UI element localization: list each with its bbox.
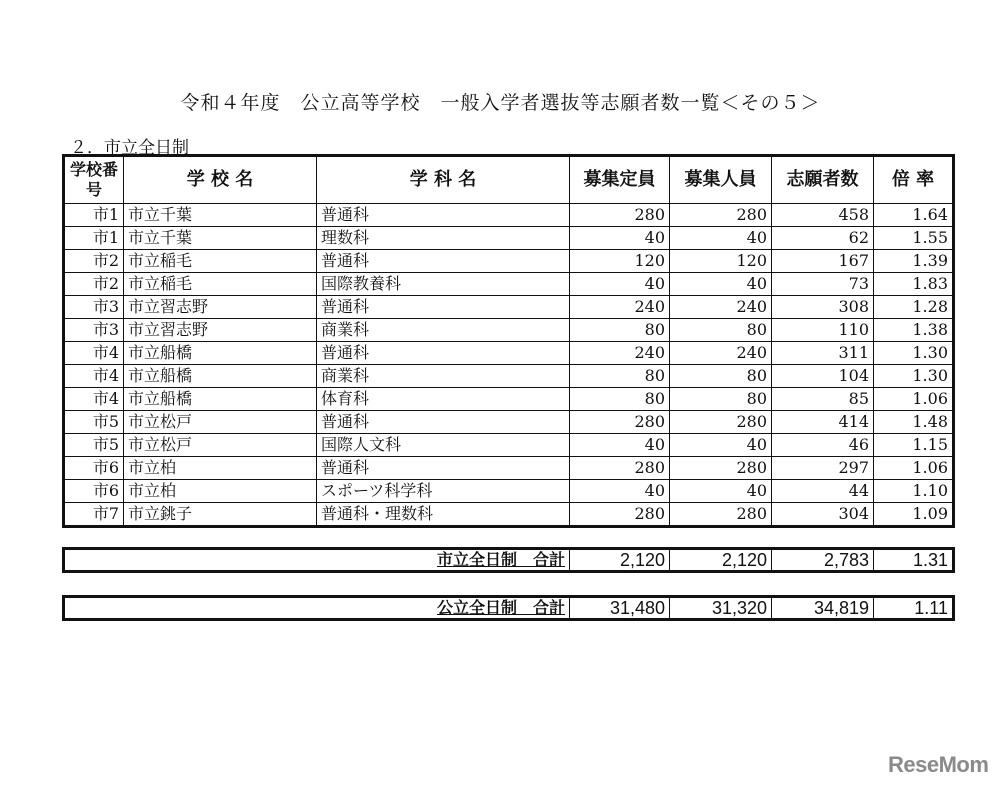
cell-applicants: 104 [772, 365, 874, 388]
cell-school-name: 市立松戸 [124, 434, 317, 457]
cell-applicants: 110 [772, 319, 874, 342]
cell-dept-name: 商業科 [317, 365, 570, 388]
cell-applicants: 458 [772, 204, 874, 227]
cell-ratio: 1.48 [874, 411, 954, 434]
cell-school-no: 市1 [64, 204, 124, 227]
table-row [64, 296, 954, 319]
cell-school-name: 市立稲毛 [124, 250, 317, 273]
city-total-row [62, 547, 955, 573]
cell-school-no: 市4 [64, 388, 124, 411]
table-row [64, 204, 954, 227]
total-recruit: 2,120 [670, 549, 772, 572]
cell-applicants: 46 [772, 434, 874, 457]
table-row [64, 480, 954, 503]
cell-school-name: 市立習志野 [124, 296, 317, 319]
cell-quota: 240 [570, 342, 670, 365]
cell-quota: 80 [570, 319, 670, 342]
header-school-no: 学校番号 [64, 156, 124, 204]
cell-school-no: 市3 [64, 319, 124, 342]
cell-ratio: 1.38 [874, 319, 954, 342]
total-applicants: 2,783 [772, 549, 874, 572]
table-row [64, 434, 954, 457]
cell-dept-name: スポーツ科学科 [317, 480, 570, 503]
cell-school-name: 市立船橋 [124, 365, 317, 388]
total-applicants: 34,819 [772, 597, 874, 620]
cell-dept-name: 普通科 [317, 296, 570, 319]
cell-quota: 40 [570, 273, 670, 296]
cell-quota: 40 [570, 480, 670, 503]
cell-school-no: 市7 [64, 503, 124, 527]
cell-applicants: 44 [772, 480, 874, 503]
cell-ratio: 1.83 [874, 273, 954, 296]
cell-applicants: 308 [772, 296, 874, 319]
table-row [64, 250, 954, 273]
cell-school-name: 市立千葉 [124, 204, 317, 227]
cell-quota: 280 [570, 457, 670, 480]
cell-quota: 120 [570, 250, 670, 273]
cell-recruit: 280 [670, 204, 772, 227]
table-row [64, 342, 954, 365]
total-quota: 31,480 [570, 597, 670, 620]
cell-ratio: 1.64 [874, 204, 954, 227]
cell-applicants: 85 [772, 388, 874, 411]
cell-quota: 280 [570, 503, 670, 527]
total-ratio: 1.11 [874, 597, 954, 620]
total-quota: 2,120 [570, 549, 670, 572]
header-ratio: 倍 率 [874, 156, 954, 204]
header-quota: 募集定員 [570, 156, 670, 204]
cell-ratio: 1.30 [874, 365, 954, 388]
cell-school-name: 市立千葉 [124, 227, 317, 250]
cell-dept-name: 国際人文科 [317, 434, 570, 457]
cell-school-name: 市立柏 [124, 457, 317, 480]
cell-applicants: 73 [772, 273, 874, 296]
cell-school-no: 市6 [64, 480, 124, 503]
cell-quota: 40 [570, 434, 670, 457]
cell-school-name: 市立銚子 [124, 503, 317, 527]
cell-recruit: 40 [670, 480, 772, 503]
cell-school-no: 市6 [64, 457, 124, 480]
cell-recruit: 40 [670, 434, 772, 457]
cell-recruit: 80 [670, 365, 772, 388]
cell-dept-name: 理数科 [317, 227, 570, 250]
cell-school-no: 市5 [64, 434, 124, 457]
cell-quota: 80 [570, 388, 670, 411]
total-recruit: 31,320 [670, 597, 772, 620]
table-row [64, 227, 954, 250]
cell-school-no: 市5 [64, 411, 124, 434]
header-recruit: 募集人員 [670, 156, 772, 204]
header-dept-name: 学 科 名 [317, 156, 570, 204]
cell-school-name: 市立船橋 [124, 388, 317, 411]
cell-school-name: 市立習志野 [124, 319, 317, 342]
cell-recruit: 240 [670, 342, 772, 365]
cell-recruit: 280 [670, 411, 772, 434]
cell-school-no: 市1 [64, 227, 124, 250]
cell-dept-name: 普通科 [317, 204, 570, 227]
cell-recruit: 280 [670, 503, 772, 527]
cell-recruit: 240 [670, 296, 772, 319]
total-label: 市立全日制 合計 [64, 549, 570, 572]
total-label: 公立全日制 合計 [64, 597, 570, 620]
header-applicants: 志願者数 [772, 156, 874, 204]
cell-applicants: 311 [772, 342, 874, 365]
cell-ratio: 1.39 [874, 250, 954, 273]
header-school-name: 学 校 名 [124, 156, 317, 204]
resemom-logo: ReseMom [888, 752, 989, 777]
cell-dept-name: 普通科・理数科 [317, 503, 570, 527]
cell-applicants: 62 [772, 227, 874, 250]
cell-school-no: 市3 [64, 296, 124, 319]
cell-recruit: 40 [670, 273, 772, 296]
cell-school-no: 市4 [64, 342, 124, 365]
cell-ratio: 1.10 [874, 480, 954, 503]
table-header-row [64, 156, 954, 204]
table-row [64, 365, 954, 388]
public-total-row [62, 595, 955, 621]
applicants-table [62, 154, 955, 528]
cell-ratio: 1.09 [874, 503, 954, 527]
cell-quota: 280 [570, 411, 670, 434]
cell-recruit: 280 [670, 457, 772, 480]
total-ratio: 1.31 [874, 549, 954, 572]
cell-dept-name: 普通科 [317, 250, 570, 273]
cell-school-name: 市立柏 [124, 480, 317, 503]
cell-ratio: 1.15 [874, 434, 954, 457]
cell-applicants: 304 [772, 503, 874, 527]
cell-ratio: 1.30 [874, 342, 954, 365]
table-row [64, 457, 954, 480]
cell-school-name: 市立稲毛 [124, 273, 317, 296]
cell-quota: 40 [570, 227, 670, 250]
document-title: 令和４年度 公立高等学校 一般入学者選抜等志願者数一覧＜その５＞ [180, 92, 821, 114]
cell-school-name: 市立船橋 [124, 342, 317, 365]
cell-quota: 280 [570, 204, 670, 227]
table-row [64, 273, 954, 296]
cell-dept-name: 商業科 [317, 319, 570, 342]
cell-quota: 240 [570, 296, 670, 319]
cell-school-no: 市2 [64, 273, 124, 296]
cell-dept-name: 普通科 [317, 457, 570, 480]
table-row [64, 411, 954, 434]
section-subtitle: ２．市立全日制 [70, 138, 189, 158]
cell-dept-name: 普通科 [317, 342, 570, 365]
cell-school-no: 市2 [64, 250, 124, 273]
table-row [64, 319, 954, 342]
cell-recruit: 120 [670, 250, 772, 273]
cell-applicants: 414 [772, 411, 874, 434]
cell-recruit: 80 [670, 319, 772, 342]
cell-dept-name: 国際教養科 [317, 273, 570, 296]
table-row [64, 503, 954, 527]
cell-dept-name: 普通科 [317, 411, 570, 434]
cell-recruit: 80 [670, 388, 772, 411]
cell-school-name: 市立松戸 [124, 411, 317, 434]
cell-ratio: 1.06 [874, 388, 954, 411]
cell-recruit: 40 [670, 227, 772, 250]
table-row [64, 388, 954, 411]
cell-quota: 80 [570, 365, 670, 388]
cell-applicants: 167 [772, 250, 874, 273]
cell-applicants: 297 [772, 457, 874, 480]
cell-school-no: 市4 [64, 365, 124, 388]
cell-dept-name: 体育科 [317, 388, 570, 411]
cell-ratio: 1.06 [874, 457, 954, 480]
cell-ratio: 1.55 [874, 227, 954, 250]
cell-ratio: 1.28 [874, 296, 954, 319]
